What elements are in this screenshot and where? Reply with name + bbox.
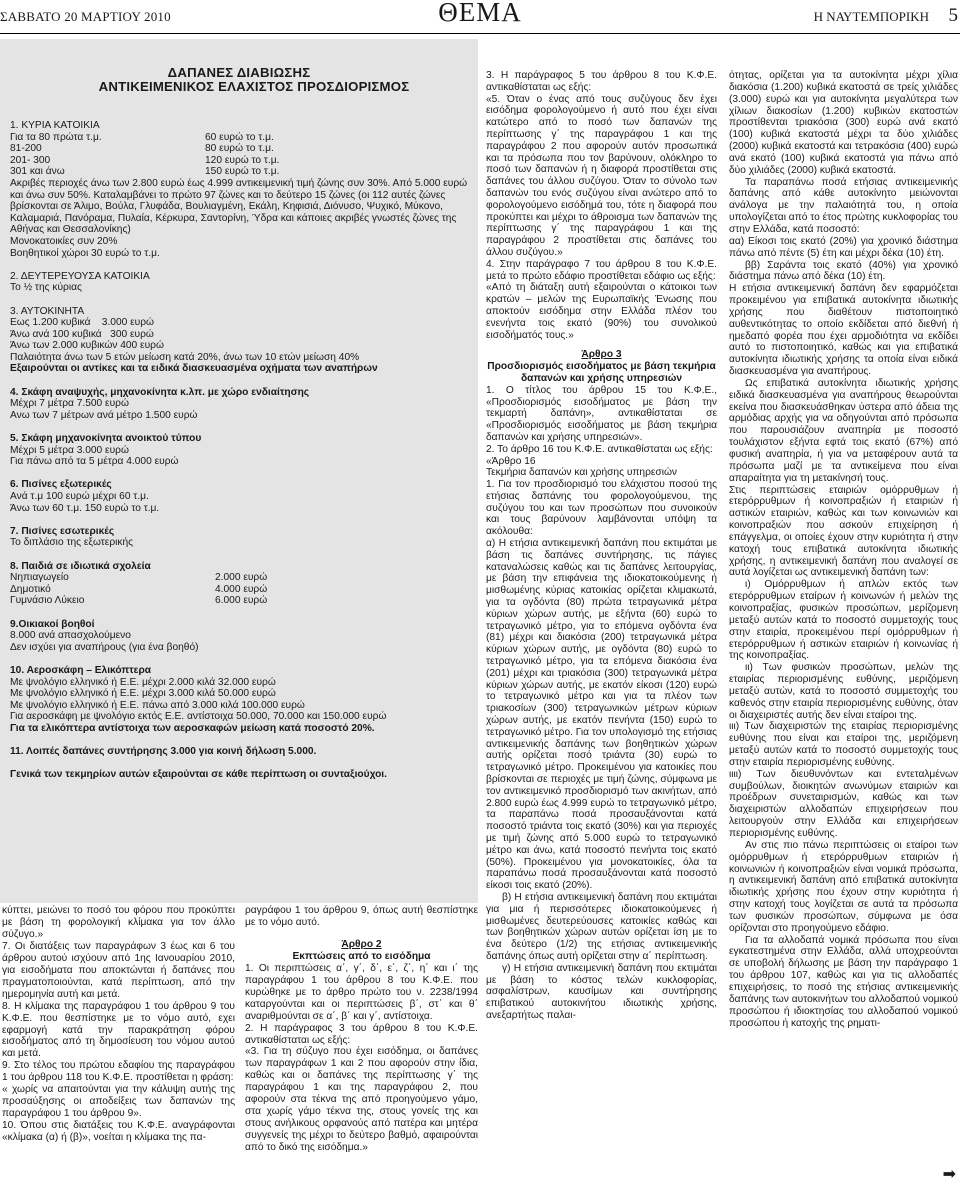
- s3-line-bold: Εξαιρούνται οι αντίκες και τα ειδικά διασκευασμένα οχήματα των αναπήρων: [10, 363, 378, 375]
- s1-row: 301 και άνω 150 ευρώ το τ.μ.: [10, 166, 280, 178]
- s1-row: 201- 300 120 ευρώ το τ.μ.: [10, 154, 280, 166]
- box-title: [0, 66, 478, 94]
- s4-title: 4. Σκάφη αναψυχής, μηχανοκίνητα κ.λπ. με χώρο ενδιαίτησης: [10, 386, 310, 398]
- paragraph: β) Η ετήσια αντικειμενική δαπάνη που εκτιμάται για μια ή περισσότερες ιδιοκατοικούμενες ή μισθωμένες δευτερεύουσες κατοικίες καθώς και των βοηθητικών χώρων αυτών ορίζεται ίση με το ένα δεύτερο (1/2) της ετήσιας αντικειμενικής δαπάνης όπως αυτή ορίζεται στην α΄ περίπτωση.: [486, 891, 717, 962]
- s5-line: Μέχρι 5 μέτρα 3.000 ευρώ: [10, 444, 129, 456]
- s3-line: Άνω ανά 100 κυβικά 300 ευρώ: [10, 328, 154, 340]
- paragraph: «Άρθρο 16: [486, 455, 536, 467]
- box-footer: Γενικά των τεκμηρίων αυτών εξαιρούνται σε κάθε περίπτωση οι συνταξιούχοι.: [10, 769, 387, 781]
- paragraph: 4. Στην παράγραφο 7 του άρθρου 8 του Κ.Φ.Ε. μετά το πρώτο εδάφιο προστίθεται εδάφιο ως εξής:: [486, 258, 717, 282]
- paragraph: Για τα αλλοδαπά νομικά πρόσωπα που είναι εγκατεστημένα στην Ελλάδα, αλλά υποχρεούνται σε υποβολή δήλωσης με βάση την παράγραφο 1 του άρθρου 107, καθώς και για τις αλλοδαπές επιχειρήσεις, το ποσό της ετήσιας αντικειμενικής δαπάνης των αυτοκινήτων του αλλοδαπού νομικού προσώπου ή ιδιοκτησίας του αλλοδαπού νομικού προσώπου ή κατοχής της ρηματι-: [729, 934, 958, 1029]
- s1-line: Βοηθητικοί χώροι 30 ευρώ το τ.μ.: [10, 247, 160, 259]
- paragraph: ββ) Σαράντα τοις εκατό (40%) για χρονικό διάστημα πάνω από δέκα (10) έτη.: [729, 259, 958, 283]
- paragraph: «Από τη διάταξη αυτή εξαιρούνται ο κάτοικοι των κρατών – μελών της Ευρωπαϊκής Ένωσης που αποκτούν εισόδημα στην Ελλάδα πλέον του ενενήντα τοις εκατό (90%) του συνολικού εισοδήματός τους.»: [486, 282, 717, 341]
- s1-title: 1. ΚΥΡΙΑ ΚΑΤΟΙΚΙΑ: [10, 120, 100, 131]
- s10-line-bold: Για τα ελικόπτερα αντίστοιχα των αεροσκαφών μείωση κατά ποσοστό 20%.: [10, 722, 375, 734]
- paragraph: κύπτει, μειώνει το ποσό του φόρου που προκύπτει με βάση τη φορολογική κλίμακα για τον άλλο σύζυγο.»: [2, 905, 235, 940]
- paragraph: 9. Στο τέλος του πρώτου εδαφίου της παραγράφου 1 του άρθρου 118 του Κ.Φ.Ε. προστίθεται η φράση:: [2, 1060, 235, 1084]
- paragraph: 10. Όπου στις διατάξεις του Κ.Φ.Ε. αναγράφονται «κλίμακα (α) ή (β)», νοείται η κλίμακα της πα-: [2, 1120, 235, 1144]
- page-header: [0, 0, 960, 36]
- paragraph: γ) Η ετήσια αντικειμενική δαπάνη που εκτιμάται με βάση το κόστος τελών κυκλοφορίας, ασφαλίστρων, καυσίμων και συντήρησης επιβατικού αυτοκινήτου ιδιωτικής χρήσης, ανεξαρτήτως παλαι-: [486, 962, 717, 1021]
- expenses-box: [0, 39, 478, 903]
- s9-line: Δεν ισχύει για αναπήρους (για ένα βοηθό): [10, 641, 199, 653]
- s7-title: 7. Πισίνες εσωτερικές: [10, 525, 115, 537]
- s9-title: 9.Οικιακοί βοηθοί: [10, 618, 95, 630]
- article-heading: Εκπτώσεις από το εισόδημα: [292, 950, 431, 962]
- s6-title: 6. Πισίνες εξωτερικές: [10, 479, 112, 491]
- article-number: Άρθρο 2: [341, 938, 382, 950]
- s1-line: Μονοκατοικίες συν 20%: [10, 235, 118, 247]
- s8-row: Γυμνάσιο Λύκειο 6.000 ευρώ: [10, 595, 268, 607]
- column-b: [245, 905, 478, 1154]
- s3-line: Παλαιότητα άνω των 5 ετών μείωση κατά 20%, άνω των 10 ετών μείωση 40%: [10, 351, 360, 363]
- paragraph: Τα παραπάνω ποσά ετήσιας αντικειμενικής δαπάνης από κάθε αυτοκίνητο μειώνονται ανάλογα με την παλαιότητά του, η οποία υπολογίζεται από το έτος πρώτης κυκλοφορίας του στην Ελλάδα, κατά ποσοστό:: [729, 176, 958, 235]
- paragraph: 2. Η παράγραφος 3 του άρθρου 8 του Κ.Φ.Ε. αντικαθίσταται ως εξής:: [245, 1022, 478, 1046]
- header-rule: [0, 33, 960, 34]
- s4-line: Ανω των 7 μέτρων ανά μέτρο 1.500 ευρώ: [10, 409, 198, 421]
- paragraph: α) Η ετήσια αντικειμενική δαπάνη που εκτιμάται με βάση τις δαπάνες συντήρησης, τις πάγιες καταναλώσεις καθώς και τις δαπάνες λειτουργίας, με βάση την επιφάνεια της ιδιοκατοικούμενης ή μισθωμένης κύριας κατοικίας ορίζεται κλιμακωτά, για τα ογδόντα (80) πρώτα τετραγωνικά μέτρα κύριων χώρων αυτής, με εξήντα (60) ευρώ το τετραγωνικό μέτρο, για το επόμενα ογδόντα ένα (81) μέχρι και διακόσια (200) τετραγωνικά μέτρα κύριων χώρων αυτής, με ογδόντα (80) ευρώ το τετραγωνικό μέτρο, για τα επόμενα διακόσια ένα (201) μέχρι και τριακόσια (300) τετραγωνικά μέτρα κύριων χώρων αυτής, με εκατόν είκοσι (120) ευρώ το τετραγωνικό μέτρο και για τα πλέον των τριακοσίων (300) τετραγωνικών μέτρων κύριων χώρων αυτής, με εκατόν πενήντα (150) ευρώ το τετραγωνικό μέτρο. Για τον υπολογισμό της ετήσιας αντικειμενικής δαπάνης των βοηθητικών χώρων αυτής ορίζεται ποσό τριάντα (30) ευρώ το τετραγωνικό μέτρο. Προκειμένου για κατοικίες που βρίσκονται σε περιοχές με τιμή ζώνης, σύμφωνα με τον αντικειμενικό προσδιορισμό των ακινήτων, από 2.800 ευρώ έως 4.999 ευρώ το τετραγωνικό μέτρο, τα παραπάνω ποσά προσαυξάνονται κατά ποσοστό τριάντα τοις εκατό (30%) και για περιοχές με τιμή ζώνης από 5.000 ευρώ το τετραγωνικό μέτρο και άνω, κατά ποσοστό πενήντα τοις εκατό (50%). Προκειμένου για μονοκατοικίες, όλα τα παραπάνω ποσά προσαυξάνονται κατά ποσοστό είκοσι τοις εκατό (20%).: [486, 538, 717, 892]
- s2-line: Το ½ της κύριας: [10, 282, 82, 294]
- column-d: [729, 70, 958, 1029]
- s3-line: Άνω των 2.000 κυβικών 400 ευρώ: [10, 340, 164, 352]
- s1-row: Για τα 80 πρώτα τ.μ. 60 ευρώ το τ.μ.: [10, 131, 274, 143]
- s9-line: 8.000 ανά απασχολούμενο: [10, 630, 131, 642]
- s4-line: Μέχρι 7 μέτρα 7.500 ευρώ: [10, 398, 129, 410]
- paragraph: Αν στις πιο πάνω περιπτώσεις οι εταίροι των ομόρρυθμων ή ετερόρρυθμων εταιριών ή κοινωνιών ή κοινοπραξιών είναι νομικά πρόσωπα, η αντικειμενική δαπάνη από επιβατικά αυτοκίνητα ιδιωτικής χρήσης που έχουν στην κυριότητα ή στην κατοχή τους λογίζεται σε αυτά τα πρόσωπα των φυσικών προσώπων, σύμφωνα με όσα ορίζονται στο προηγούμενο εδάφιο.: [729, 839, 958, 934]
- article-heading: Προσδιορισμός εισοδήματος με βάση τεκμήρια δαπανών και χρήσης υπηρεσιών: [487, 361, 716, 384]
- s5-title: 5. Σκάφη μηχανοκίνητα ανοικτού τύπου: [10, 433, 202, 445]
- paragraph: 2. Το άρθρο 16 του Κ.Φ.Ε. αντικαθίσταται ως εξής:: [486, 443, 713, 455]
- issue-date: ΣΑΒΒΑΤΟ 20 ΜΑΡΤΙΟΥ 2010: [0, 9, 171, 24]
- s10-line: Για αεροσκάφη με ψνολόγιο εκτός Ε.Ε. αντίστοιχα 50.000, 70.000 και 150.000 ευρώ: [10, 711, 387, 723]
- arrow-right-icon: ➡: [942, 1166, 956, 1183]
- paragraph: αα) Είκοσι τοις εκατό (20%) για χρονικό διάστημα πάνω από πέντε (5) έτη και μέχρι δέκα (10) έτη.: [729, 235, 958, 259]
- paragraph: « χωρίς να απαιτούνται για την κάλυψη αυτής της προσαύξησης οι αποδείξεις των δαπανών της παραγράφου 1 του άρθρου 9».: [2, 1084, 235, 1120]
- paragraph: Ως επιβατικά αυτοκίνητα ιδιωτικής χρήσης ειδικά διασκευασμένα για αναπήρους θεωρούνται εκείνα που διασκευάσθηκαν ύστερα από άδεια της αρμόδιας αρχής για να οδηγούνται από πρόσωπα που παρουσιάζουν αναπηρία με ποσοστό τουλάχιστον εξήντα εφτά τοις εκατό (67%) από φυσική αναπηρία, ή για να μεταφέρουν αυτά τα πρόσωπα μαζί με τα αντικείμενα που είναι απαραίτητα για τη μετακίνησή τους.: [729, 377, 958, 484]
- section-title: Η ΝΑΥΤΕΜΠΟΡΙΚΗ: [813, 9, 929, 24]
- box-title-line1: ΔΑΠΑΝΕΣ ΔΙΑΒΙΩΣΗΣ: [167, 65, 311, 80]
- paragraph: 8. Η κλίμακα της παραγράφου 1 του άρθρου 9 του Κ.Φ.Ε. που θεσπίστηκε με το νόμο αυτό, εχει εφαρμογή κατά την παρακράτηση φόρου εισοδήματος από τη δημοσίευση του νόμου αυτού και μετά.: [2, 1000, 235, 1060]
- paragraph: Η ετήσια αντικειμενική δαπάνη δεν εφαρμόζεται προκειμένου για επιβατικά αυτοκίνητα ιδιωτικής χρήσης που διαθέτουν πιστοποιητικό αυθεντικότητας το οποίο εκδίδεται από διεθνή ή ημεδαπό φορέα που έχει αρμοδιότητα να εκδίδει αυτό το πιστοποιητικό, καθώς και για επιβατικά αυτοκίνητα ιδιωτικής χρήσης τα οποία είναι ειδικά διασκευασμένα για αναπήρους.: [729, 283, 958, 378]
- s7-line: Το διπλάσιο της εξωτερικής: [10, 537, 134, 549]
- paragraph: ότητας, ορίζεται για τα αυτοκίνητα μέχρι χίλια διακόσια (1.200) κυβικά εκατοστά σε τρείς χιλιάδες (3.000) ευρώ και για αυτοκίνητα μεγαλύτερα των χίλιων διακοσίων (1.200) κυβικών εκατοστών προστίθενται τριακόσια (300) ευρώ ανά εκατό (100) κυβικά εκατοστά μέχρι τα δύο χιλιάδες (2000) κυβικά εκατοστά και τετρακόσια (400) ευρώ ανά εκατό (100) κυβικά εκατοστά για πάνω από δύο χιλιάδες (2000) κυβικά εκατοστά.: [729, 70, 958, 176]
- paragraph: ραγράφου 1 του άρθρου 9, όπως αυτή θεσπίστηκε με το νόμο αυτό.: [245, 905, 478, 928]
- paragraph: «3. Για τη σύζυγο που έχει εισόδημα, οι δαπάνες των παραγράφων 1 και 2 που αφορούν στην ίδια, καθώς και οι δαπάνες της περίπτωσης γ΄ της παραγράφου 1 και της παραγράφου 2, που αφορούν στα τέκνα της από προηγούμενο γάμο, στα χωρίς γάμο τέκνα της, στους γονείς της και στους ανήλικους ορφανούς από πατέρα και μητέρα συγγενείς της μέχρι το δεύτερο βαθμό, αφαιρούνται από το δικό της εισόδημα.»: [245, 1046, 478, 1154]
- paragraph: Στις περιπτώσεις εταιριών ομόρρυθμων ή ετερόρρυθμων ή κοινοπραξιών ή εταιριών ή αστικών εταιριών, καθώς και των κοινωνιών και κοινοπραξιών που ασκούν επιχείρηση ή επάγγελμα, οι οποίες έχουν στην κυριότητα ή στην κατοχή τους επιβατικά αυτοκίνητα ιδιωτικής χρήσης, η αντικειμενική δαπάνη που αναλογεί σε αυτά λογίζεται ως αντικειμενική δαπάνη των:: [729, 484, 958, 579]
- s6-line: Ανά τ.μ 100 ευρώ μέχρι 60 τ.μ.: [10, 491, 149, 502]
- s10-line: Με ψνολόγιο ελληνικό ή Ε.Ε. μέχρι 3.000 κιλά 50.000 ευρώ: [10, 688, 276, 700]
- s1-row: 81-200 80 ευρώ το τ.μ.: [10, 143, 274, 155]
- s2-title: 2. ΔΕΥΤΕΡΕΥΟΥΣΑ ΚΑΤΟΙΚΙΑ: [10, 270, 150, 282]
- s8-row: Νηπιαγωγείο 2.000 ευρώ: [10, 572, 268, 584]
- paragraph: Τεκμήρια δαπανών και χρήσης υπηρεσιών: [486, 467, 678, 479]
- column-a: [2, 905, 235, 1144]
- s11-line: 11. Λοιπές δαπάνες συντήρησης 3.000 για κοινή δήλωση 5.000.: [10, 746, 317, 758]
- paragraph: ιιιι) Των διευθυνόντων και εντεταλμένων συμβούλων, διοικητών ανωνύμων εταιριών και προέδρων συνεταιρισμών, καθώς και των διαχειριστών αλλοδαπών επιχειρήσεων που λειτουργούν στην Ελλάδα και επιχειρήσεων περιορισμένης ευθύνης.: [729, 768, 958, 839]
- paragraph: 3. Η παράγραφος 5 του άρθρου 8 του Κ.Φ.Ε. αντικαθίσταται ως εξής:: [486, 70, 717, 93]
- s8-title: 8. Παιδιά σε ιδιωτικά σχολεία: [10, 560, 151, 572]
- s3-title: 3. ΑΥΤΟΚΙΝΗΤΑ: [10, 305, 85, 317]
- box-title-line2: ΑΝΤΙΚΕΙΜΕΝΙΚΟΣ ΕΛΑΧΙΣΤΟΣ ΠΡΟΣΔΙΟΡΙΣΜΟΣ: [98, 79, 410, 94]
- paragraph: 7. Οι διατάξεις των παραγράφων 3 έως και 6 του άρθρου αυτού ισχύουν από 1ης Ιανουαρίου 2010, για εισοδήματα που αποκτώνται ή δαπάνες που πραγματοποιούνται, κατά περίπτωση, από την ημερομηνία αυτή και μετά.: [2, 940, 235, 1000]
- s10-title: 10. Αεροσκάφη – Ελικόπτερα: [10, 664, 152, 676]
- box-content: [10, 120, 472, 781]
- s8-row: Δημοτικό 4.000 ευρώ: [10, 583, 268, 595]
- s1-text: Ακριβές περιοχές άνω των 2.800 ευρώ έως 4.999 αντικειμενική τιμή ζώνης συν 30%. Από 5.000 ευρώ και άνω συν 50%. Καταλαμβάνει το πρώτο 97 ζώνες και το δεύτερο 15 ζώνες (οι 112 αυτές ζώνες βρίσκονται σε Άλιμο, Βούλα, Γλυφάδα, Βουλιαγμένη, Εκάλη, Κηφισιά, Διόνυσο, Ψυχικό, Μύκονο, Καλαμαριά, Πανόραμα, Πυλαία, Κέρκυρα, Σαντορίνη, Ύδρα και κάποιες ακριβές γνωστές ζώνες της Αθήνας και Θεσσαλονίκης): [10, 177, 468, 236]
- s5-line: Για πάνω από τα 5 μέτρα 4.000 ευρώ: [10, 456, 179, 468]
- article-number: Άρθρο 3: [581, 349, 622, 361]
- s3-line: Εως 1.200 κυβικά 3.000 ευρώ: [10, 317, 154, 329]
- paragraph: 1. Οι περιπτώσεις α΄, γ΄, δ΄, ε΄, ζ΄, η΄ και ι΄ της παραγράφου 1 του άρθρου 8 του Κ.Φ.Ε. που κυρώθηκε με το άρθρο πρώτο του ν. 2238/1994 καταργούνται και οι περιπτώσεις β΄, στ΄ και θ΄ αναριθμούνται σε α΄, β΄ και γ΄, αντίστοιχα.: [245, 962, 478, 1022]
- paragraph: ιιι) Των διαχειριστών της εταιρίας περιορισμένης ευθύνης που είναι και εταίροι της, μεριζόμενη μεταξύ αυτών κατά το ποσοστό συμμετοχής τους στην εταιρία περιορισμένης ευθύνης.: [729, 721, 958, 768]
- s10-line: Με ψνολόγιο ελληνικό ή Ε.Ε. πάνω από 3.000 κιλά 100.000 ευρώ: [10, 699, 305, 711]
- s6-line: Άνω των 60 τ.μ. 150 ευρώ το τ.μ.: [10, 502, 160, 514]
- newspaper-logo: ΘΕΜΑ: [438, 0, 522, 27]
- page-number: 5: [948, 5, 958, 26]
- column-c: [486, 70, 717, 1022]
- paragraph: ι) Ομόρρυθμων ή απλών εκτός των ετερόρρυθμων εταίρων ή κοινωνών ή μελών της κοινοπραξίας, φυσικών προσώπων, μερίζομενη μεταξύ αυτών κατά το ποσοστό συμμετοχής τους στην εταιρία, προκειμένου περί ομόρρυθμων ή ετερόρρυθμων ή αστικών εταιριών ή κοινωνίας ή της κοινοπραξίας.: [729, 579, 958, 662]
- s10-line: Με ψνολόγιο ελληνικό ή Ε.Ε. μέχρι 2.000 κιλά 32.000 ευρώ: [10, 676, 276, 688]
- paragraph: ιι) Των φυσικών προσώπων, μελών της εταιρίας περιορισμένης ευθύνης, μεριζόμενη μεταξύ αυτών, κατά το ποσοστό συμμετοχής του καθενός στην εταιρία περιορισμένης ευθύνης, όταν οι διαχειριστές αυτής δεν είναι εταίροι της.: [729, 662, 958, 721]
- paragraph: 1. Ο τίτλος του άρθρου 15 του Κ.Φ.Ε., «Προσδιορισμός εισοδήματος με βάση την τεκμαρτή δαπάνη», αντικαθίσταται σε «Προσδιορισμός εισοδήματος με βάση τεκμήρια δαπανών και χρήσης υπηρεσιών».: [486, 384, 717, 443]
- paragraph: «5. Όταν ο ένας από τους συζύγους δεν έχει εισόδημα φορολογούμενο ή αυτό που έχει είναι κατώτερο από το ποσό των δαπανών της περίπτωσης γ΄ της παραγράφου 1 και της παραγράφου 2 που αφορούν αυτόν προσωπικά και τα πρόσωπα που τον βαρύνουν, ολόκληρο το ποσό των δαπανών ή η διαφορά προστίθεται στις δαπάνες του άλλου συζύγου. Όταν το σύνολο των δαπανών του ενός συζύγου είναι ανώτερο από το φορολογούμενο εισόδημά του, τότε η διαφορά που προκύπτει και μέχρι το άθροισμα των δαπανών της περίπτωσης γ΄ της παραγράφου 1 και της παραγράφου 2 προστίθεται στις δαπάνες του άλλου συζύγου.»: [486, 93, 717, 258]
- paragraph: 1. Για τον προσδιορισμό του ελάχιστου ποσού της ετήσιας δαπάνης του φορολογούμενου, της συζύγου του και των προσώπων που συνοικούν και τους βαρύνουν λαμβάνονται υπόψη τα ακόλουθα:: [486, 479, 717, 538]
